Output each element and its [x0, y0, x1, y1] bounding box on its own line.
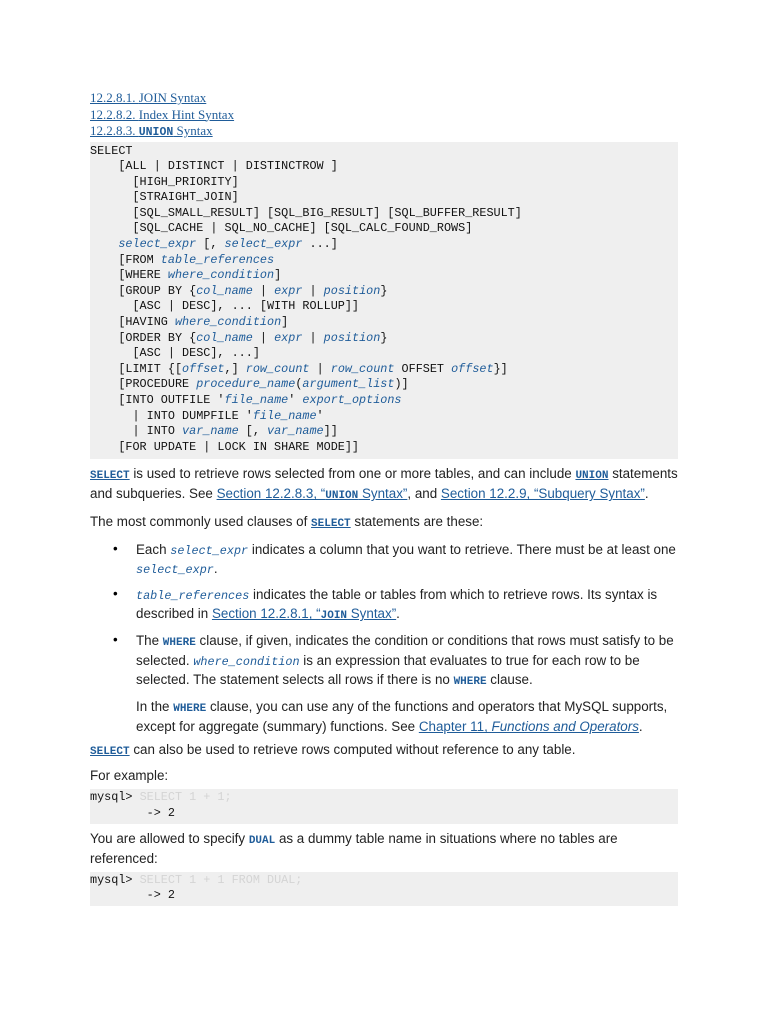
- code-line: [90, 221, 472, 235]
- code-text: ,]: [224, 361, 246, 376]
- code-line: [90, 284, 387, 298]
- code-line: [90, 377, 409, 391]
- code-line: [90, 175, 239, 189]
- code-text: | INTO: [90, 424, 183, 439]
- dual-table-paragraph: You are allowed to specify DUAL as a dummy table name in situations where no tables are referenced:: [90, 830, 618, 866]
- placeholder-term: var_name: [182, 424, 239, 439]
- union-syntax-section-link[interactable]: Section 12.2.8.3, “UNION Syntax”: [216, 486, 408, 503]
- placeholder-term: offset: [182, 361, 225, 376]
- code-text: [LIMIT {[: [90, 361, 183, 376]
- code-line: [90, 190, 239, 204]
- code-line: [90, 299, 359, 313]
- code-text: [INTO OUTFILE ': [90, 393, 225, 407]
- code-line: [90, 331, 387, 345]
- code-line: [90, 393, 402, 407]
- code-line: [90, 315, 288, 329]
- placeholder-term: position: [323, 283, 381, 298]
- code-text: [ASC | DESC], ...]: [90, 346, 260, 361]
- code-text: [90, 237, 118, 251]
- placeholder-term: where_condition: [174, 315, 282, 330]
- code-text: |: [252, 330, 275, 345]
- union-keyword-link[interactable]: UNION: [575, 470, 609, 483]
- select-keyword-link[interactable]: SELECT: [90, 746, 130, 759]
- code-text: |: [252, 283, 275, 298]
- code-text: SELECT: [90, 143, 133, 158]
- code-text: }: [380, 283, 388, 298]
- placeholder-term: row_count: [330, 361, 395, 376]
- code-text: [PROCEDURE: [90, 377, 197, 392]
- code-text: [SQL_SMALL_RESULT] [SQL_BIG_RESULT] [SQL_BUFFER_RESULT]: [90, 205, 522, 220]
- code-text: [WHERE: [90, 268, 168, 283]
- bullet-icon: •: [113, 632, 118, 648]
- code-line: [90, 409, 324, 423]
- bullet-icon: •: [113, 586, 118, 602]
- placeholder-term: file_name: [252, 408, 317, 423]
- placeholder-term: expr: [274, 283, 303, 298]
- dual-example-code-block: mysql> SELECT 1 + 1 FROM DUAL; -> 2: [90, 872, 678, 906]
- code-text: [GROUP BY {: [90, 283, 197, 298]
- code-text: }]: [493, 361, 508, 376]
- placeholder-term: select_expr: [224, 237, 303, 252]
- select-keyword-link[interactable]: SELECT: [90, 470, 130, 483]
- code-line: [90, 144, 132, 158]
- code-text: (: [295, 377, 303, 392]
- code-line: [90, 159, 338, 173]
- code-text: [,: [238, 424, 267, 439]
- code-line: [90, 253, 274, 267]
- example-code-block: mysql> SELECT 1 + 1; -> 2: [90, 789, 678, 823]
- select-without-table-paragraph: SELECT can also be used to retrieve rows computed without reference to any table.: [90, 742, 576, 759]
- toc-links: [90, 90, 678, 142]
- code-text: [STRAIGHT_JOIN]: [90, 190, 239, 205]
- placeholder-term: export_options: [302, 393, 402, 407]
- functions-operators-chapter-link[interactable]: Chapter 11, Functions and Operators: [418, 719, 639, 735]
- code-text: ]]: [323, 424, 338, 439]
- placeholder-term: procedure_name: [196, 377, 296, 392]
- code-text: ]: [281, 315, 289, 330]
- placeholder-term: offset: [451, 361, 494, 376]
- code-line: [90, 268, 281, 282]
- placeholder-term: col_name: [196, 283, 253, 298]
- code-text: |: [302, 330, 324, 345]
- placeholder-term: select_expr: [118, 237, 197, 252]
- bullet-icon: •: [113, 541, 118, 557]
- code-line: [90, 424, 338, 438]
- select-syntax-code-block: [90, 142, 678, 460]
- code-text: [FROM: [90, 252, 161, 267]
- code-line: [90, 362, 508, 376]
- code-text: ...]: [302, 237, 338, 252]
- placeholder-term: row_count: [245, 361, 310, 376]
- code-text: )]: [394, 377, 409, 392]
- code-text: ': [316, 408, 324, 423]
- code-text: ]: [274, 268, 282, 283]
- code-text: [ALL | DISTINCT | DISTINCTROW ]: [90, 159, 338, 174]
- placeholder-term: table_references: [160, 252, 275, 267]
- code-text: | INTO DUMPFILE ': [90, 408, 253, 423]
- code-text: }: [380, 330, 388, 345]
- code-text: [SQL_CACHE | SQL_NO_CACHE] [SQL_CALC_FOUND_ROWS]: [90, 221, 473, 236]
- code-text: ': [288, 393, 303, 407]
- code-text: [HAVING: [90, 315, 175, 330]
- code-text: |: [302, 283, 324, 298]
- placeholder-term: argument_list: [302, 377, 395, 392]
- placeholder-term: file_name: [224, 393, 289, 407]
- code-line: [90, 346, 260, 360]
- where-clause-note: In the WHERE clause, you can use any of the functions and operators that MySQL supports, except for aggregate (summary) functions. See Chapter 11, Functions and Operators.: [136, 699, 668, 735]
- toc-link-join-syntax[interactable]: 12.2.8.1. JOIN Syntax: [90, 90, 207, 105]
- join-syntax-section-link[interactable]: Section 12.2.8.1, “JOIN Syntax”: [211, 606, 397, 623]
- select-keyword-link[interactable]: SELECT: [311, 518, 351, 531]
- subquery-syntax-section-link[interactable]: Section 12.2.9, “Subquery Syntax”: [440, 486, 645, 502]
- placeholder-term: var_name: [267, 424, 324, 439]
- for-example-paragraph: For example:: [90, 768, 169, 784]
- toc-link-union-syntax[interactable]: 12.2.8.3. UNION Syntax: [90, 123, 213, 139]
- toc-link-index-hint-syntax[interactable]: 12.2.8.2. Index Hint Syntax: [90, 106, 235, 122]
- document-page: [90, 90, 678, 906]
- placeholder-term: where_condition: [167, 268, 275, 283]
- clauses-bullet-list: [90, 541, 678, 735]
- code-line: [90, 237, 338, 251]
- code-text: [,: [196, 237, 225, 252]
- list-item: • The WHERE clause, if given, indicates the condition or conditions that rows must satisfy to be selected. where_condition is an expression that evaluates to true for each row to be selected. The statement selects all rows if there is no WHERE clause. In the WHERE clause, you can use any of the functions and operators that MySQL supports, except for aggregate (summary) functions. See Chapter 11, Functions and Operators.: [90, 632, 678, 735]
- code-text: OFFSET: [394, 361, 452, 376]
- list-item: • Each select_expr indicates a column that you want to retrieve. There must be at least one select_expr.: [113, 541, 676, 578]
- code-text: [ORDER BY {: [90, 330, 197, 345]
- code-text: [FOR UPDATE | LOCK IN SHARE MODE]]: [90, 439, 360, 454]
- code-text: |: [309, 361, 331, 376]
- placeholder-term: expr: [274, 330, 303, 345]
- list-item: • table_references indicates the table or tables from which to retrieve rows. Its syntax is described in Section 12.2.8.1, “JOIN Syntax”.: [113, 586, 658, 623]
- common-clauses-paragraph: The most commonly used clauses of SELECT statements are these:: [90, 514, 484, 531]
- placeholder-term: col_name: [196, 330, 253, 345]
- code-text: [HIGH_PRIORITY]: [90, 174, 239, 189]
- code-line: [90, 206, 522, 220]
- code-line: [90, 440, 359, 454]
- select-description-paragraph: SELECT is used to retrieve rows selected from one or more tables, and can include UNION statements and subqueries. See Section 12.2.8.3, “UNION Syntax”, and Section 12.2.9, “Subquery Syntax”.: [90, 466, 678, 503]
- code-text: [ASC | DESC], ... [WITH ROLLUP]]: [90, 299, 360, 314]
- placeholder-term: position: [323, 330, 381, 345]
